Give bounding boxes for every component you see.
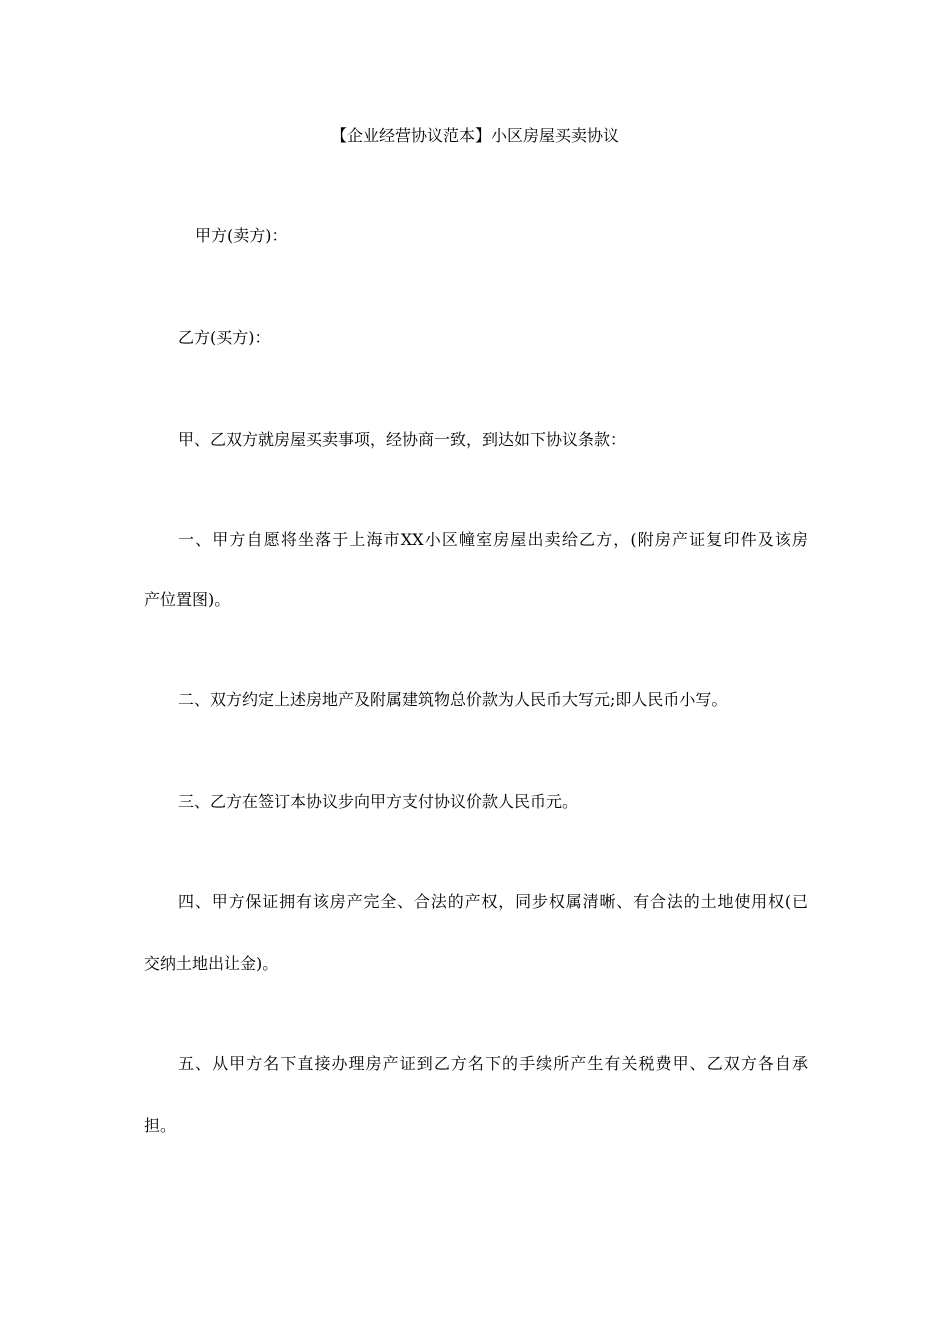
intro-paragraph: 甲、乙双方就房屋买卖事项，经协商一致，到达如下协议条款：	[178, 430, 627, 449]
clause-1-line-2: 产位置图)。	[144, 590, 231, 609]
clause-2: 二、双方约定上述房地产及附属建筑物总价款为人民币大写元;即人民币小写。	[178, 690, 728, 709]
clause-1-line-1: 一、甲方自愿将坐落于上海市XX小区幢室房屋出卖给乙方，(附房产证复印件及该房	[178, 530, 808, 549]
clause-5-line-1: 五、从甲方名下直接办理房产证到乙方名下的手续所产生有关税费甲、乙双方各自承	[178, 1054, 808, 1073]
party-b-label: 乙方(买方)：	[178, 328, 271, 347]
clause-3: 三、乙方在签订本协议步向甲方支付协议价款人民币元。	[178, 792, 579, 811]
clause-5-line-2: 担。	[144, 1116, 177, 1135]
document-title: 【企业经营协议范本】小区房屋买卖协议	[330, 126, 619, 145]
clause-4-line-2: 交纳土地出让金)。	[144, 954, 279, 973]
party-a-label: 甲方(卖方)：	[195, 226, 288, 245]
clause-4-line-1: 四、甲方保证拥有该房产完全、合法的产权，同步权属清晰、有合法的土地使用权(已	[178, 892, 808, 911]
